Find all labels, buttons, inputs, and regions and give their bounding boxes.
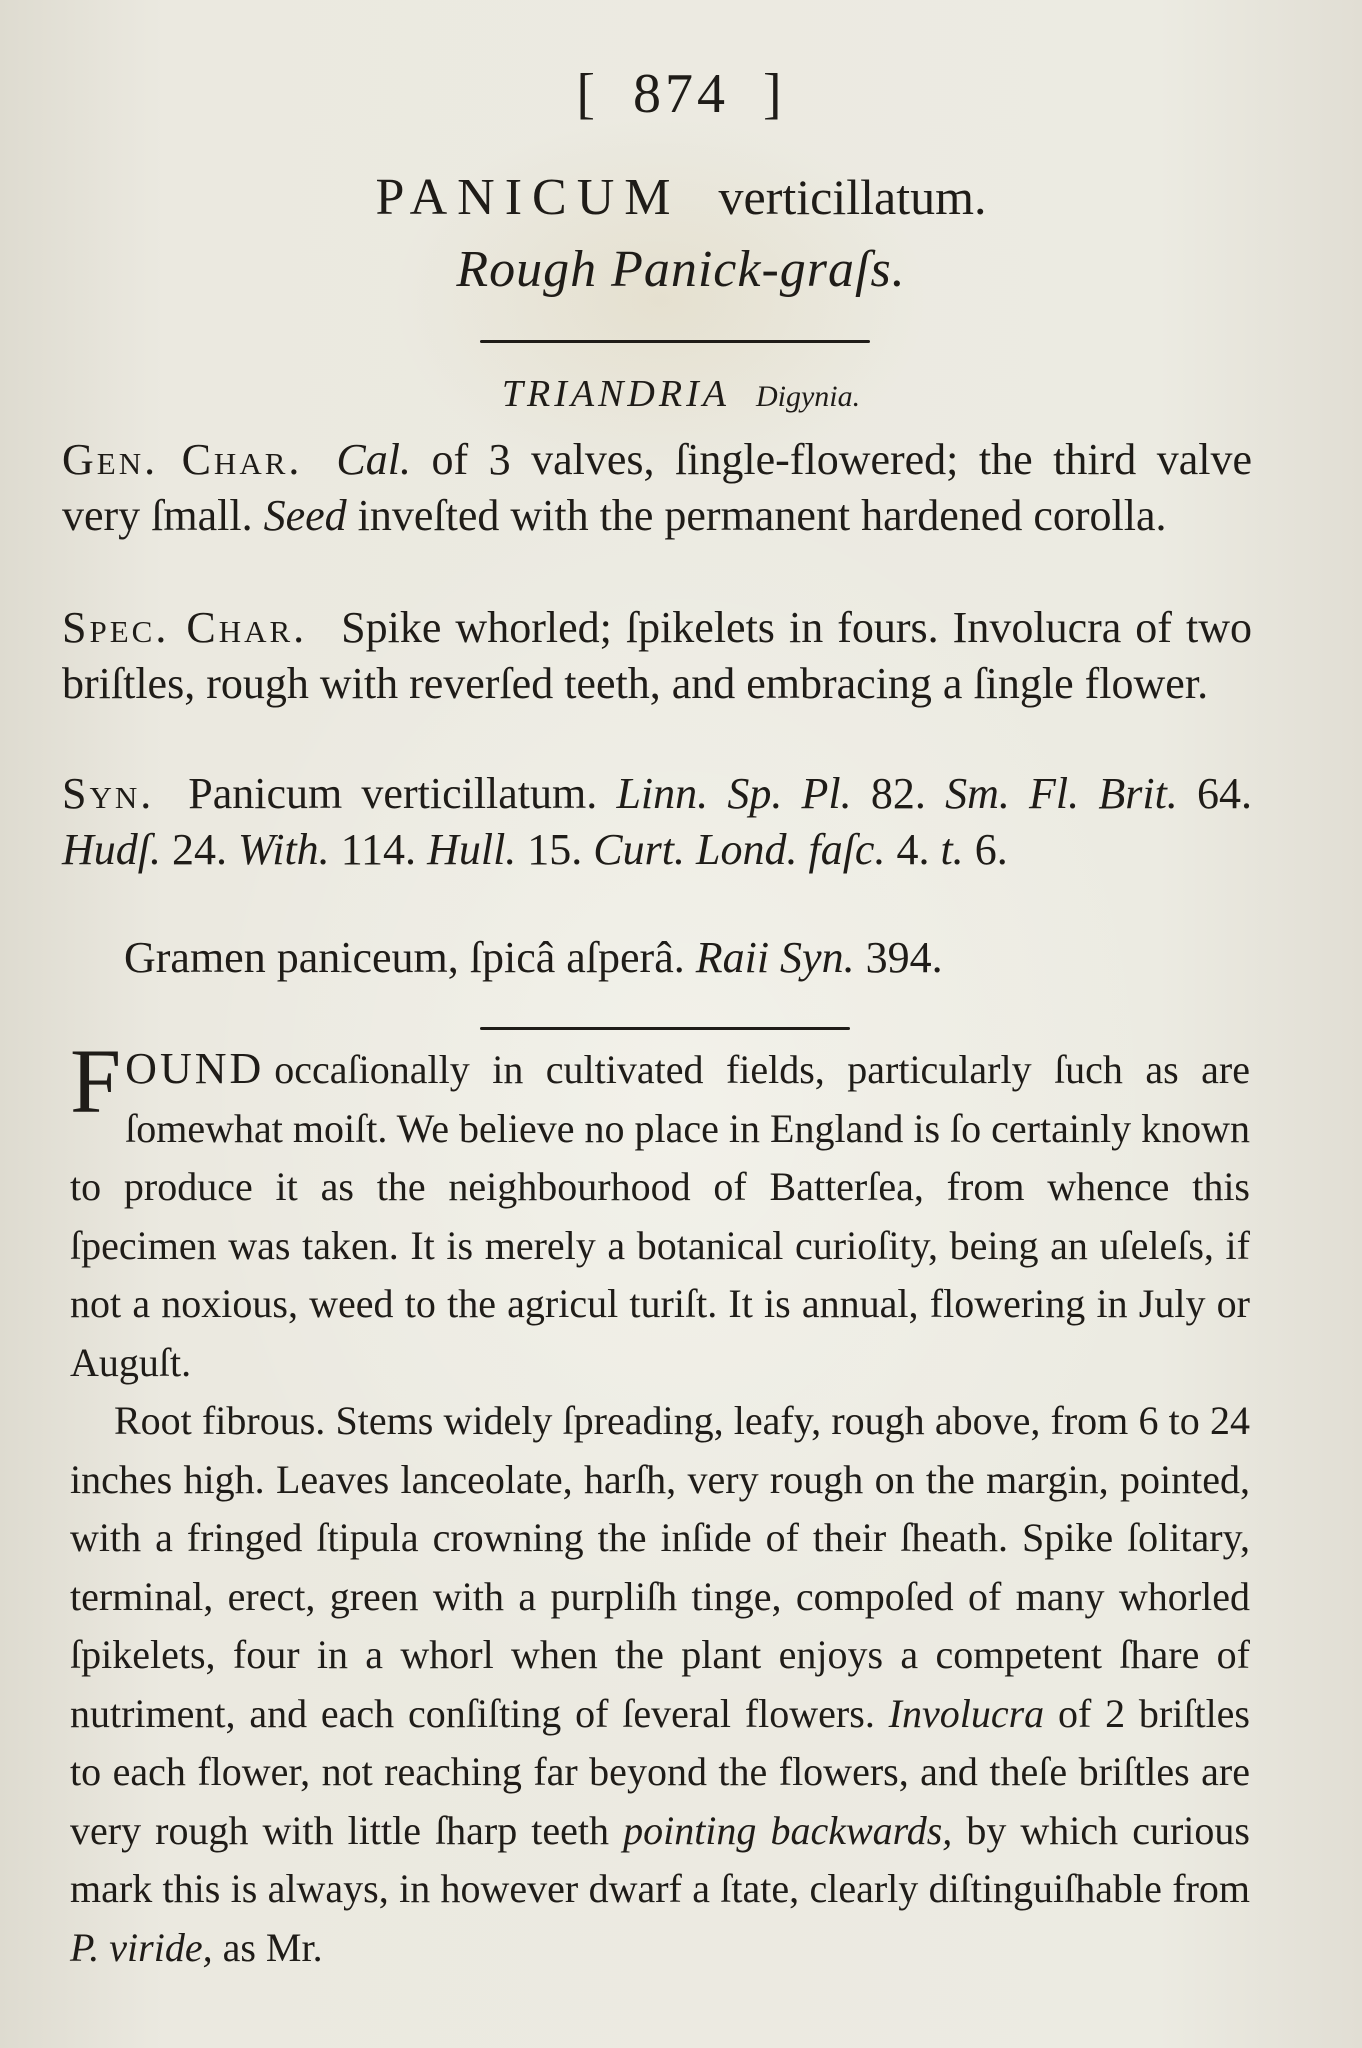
- syn-ref-curt-t: t.: [940, 825, 964, 874]
- syn-ref-sm: Sm. Fl. Brit.: [945, 769, 1178, 818]
- gen-char-text-b: inveſted with the permanent hardened corolla.: [346, 491, 1167, 540]
- page-number: [0, 62, 1362, 126]
- syn-ref-with: With.: [238, 825, 330, 874]
- syn-ref-hull-num: 15.: [516, 825, 594, 874]
- paragraph-1-text: occaſionally in cultivated fields, particularly ſuch as are ſomewhat moiſt. We believe no place in England is ſo certainly known to produce it as the neighbourhood of Batterſea, from whence this ſpecimen was taken. It is merely a botanical curioſity, being an uſeleſs, if not a noxious, weed to the agricul turiſt. It is annual, flowering in July or Auguſt.: [70, 1047, 1250, 1385]
- species-name: verticillatum.: [718, 169, 987, 225]
- first-word: OUND: [125, 1044, 265, 1093]
- syn-ref-hull: Hull.: [427, 825, 517, 874]
- syn-ref-hudson: Hudſ.: [62, 825, 161, 874]
- syn-ref-with-num: 114.: [329, 825, 428, 874]
- syn-gramen-text: Gramen paniceum, ſpicâ aſperâ.: [124, 933, 696, 982]
- syn-ref-curt-tnum: 6.: [963, 825, 1008, 874]
- genus-name: PANICUM: [375, 169, 681, 226]
- description-text: [70, 1030, 1251, 1977]
- class-name: TRIANDRIA: [501, 373, 730, 415]
- gen-char-cal: Cal.: [336, 435, 411, 484]
- gen-char-text-a: of 3 valves, ſingle-flowered; the third valve very ſmall.: [62, 435, 1252, 540]
- syn-ref-curt: Curt. Lond. faſc.: [593, 825, 886, 874]
- page-number-value: 874: [633, 63, 729, 125]
- syn-ref-curt-num: 4.: [885, 825, 941, 874]
- syn-name: Panicum verticillatum.: [188, 769, 617, 818]
- paragraph-2-text-a: Root fibrous. Stems widely ſpreading, leafy, rough above, from 6 to 24 inches high. Leaves lanceolate, harſh, very rough on the margin, pointed, with a fringed ſtipula crowning the inſide of their ſheath. Spike ſolitary, terminal, erect, green with a purpliſh tinge, compoſed of many whorled ſpikelets, four in a whorl when the plant enjoys a competent ſhare of nutriment, and each conſiſting of ſeveral flowers.: [70, 1398, 1250, 1736]
- paragraph-2-pointing: pointing backwards,: [623, 1807, 953, 1853]
- spec-char-label: Spec. Char.: [62, 603, 308, 652]
- gen-char-label: Gen. Char.: [62, 435, 303, 484]
- syn-ref-hudson-num: 24.: [161, 825, 238, 874]
- divider-rule-top: [480, 340, 870, 343]
- paragraph-1: [70, 1030, 1250, 1392]
- paragraph-2-viride: P. viride,: [70, 1924, 213, 1970]
- paragraph-2-text-b: of 2 briſtles to each flower, not reaching far beyond the flowers, and theſe briſtles are very rough with little ſharp teeth: [70, 1690, 1251, 1853]
- divider-rule-bottom: [480, 1027, 850, 1030]
- generic-character: [62, 432, 1252, 544]
- specific-character: [62, 600, 1252, 712]
- paragraph-2: [70, 1392, 1250, 1977]
- gen-char-seed: Seed: [263, 491, 347, 540]
- paragraph-2-text-d: as Mr.: [212, 1924, 323, 1970]
- synonyms: [62, 766, 1252, 878]
- syn-ref-raii: Raii Syn.: [695, 933, 855, 982]
- syn-label: Syn.: [62, 769, 155, 818]
- syn-ref-linn: Linn. Sp. Pl.: [616, 769, 852, 818]
- paragraph-2-involucra: Involucra: [888, 1690, 1045, 1736]
- syn-ref-raii-num: 394.: [854, 933, 943, 982]
- synonym-gramen: [124, 930, 1244, 986]
- paragraph-2-text-c: by which curious mark this is always, in however dwarf a ſtate, clearly diſtinguiſhable from: [70, 1807, 1250, 1911]
- spec-char-text: Spike whorled; ſpikelets in fours. Involucra of two briſtles, rough with reverſed teeth, and embracing a ſingle flower.: [62, 603, 1252, 708]
- bracket-open: [: [576, 63, 599, 125]
- order-name: Digynia.: [755, 380, 861, 413]
- syn-ref-sm-num: 64.: [1177, 769, 1252, 818]
- drop-cap: F: [70, 1030, 122, 1132]
- species-title: [0, 168, 1362, 227]
- common-name: Rough Panick-graſs.: [456, 241, 906, 298]
- syn-ref-linn-num: 82.: [851, 769, 946, 818]
- bracket-close: ]: [763, 63, 786, 125]
- classification: [0, 372, 1362, 416]
